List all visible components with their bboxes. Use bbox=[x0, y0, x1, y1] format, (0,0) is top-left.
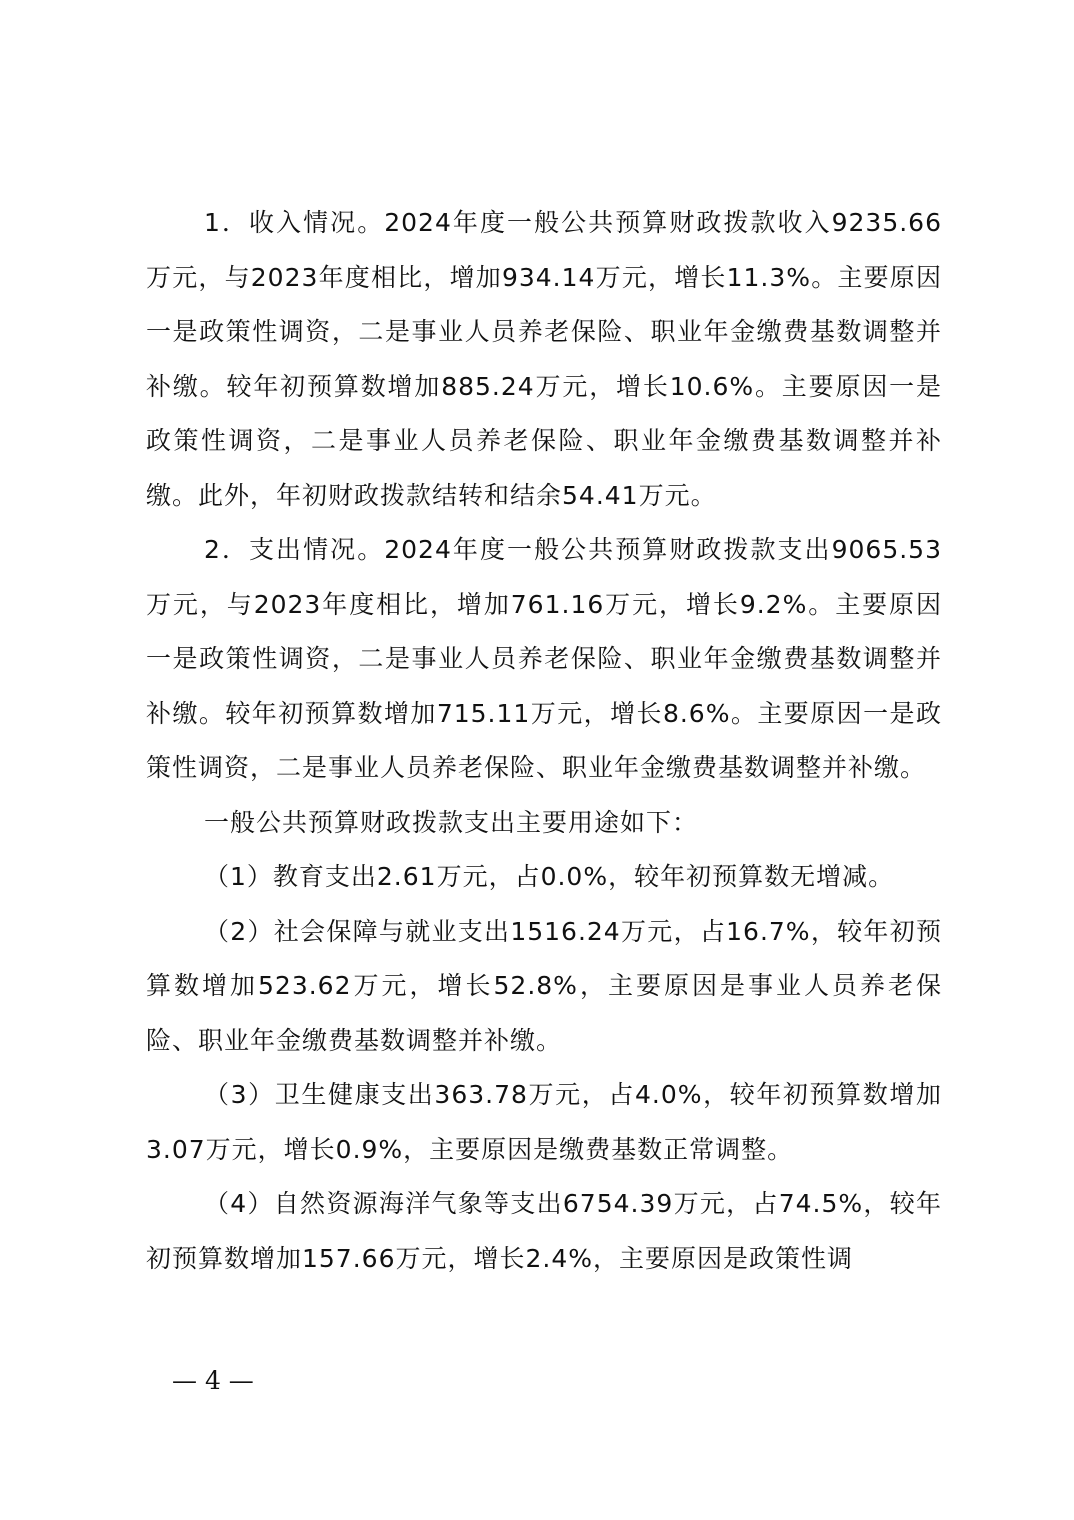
paragraph-income: 1．收入情况。2024年度一般公共预算财政拨款收入9235.66万元，与2023年度相比，增加934.14万元，增长11.3%。主要原因一是政策性调资，二是事业人员养老保险、职业年金缴费基数调整并补缴。较年初预算数增加885.24万元，增长10.6%。主要原因一是政策性调资，二是事业人员养老保险、职业年金缴费基数调整并补缴。此外，年初财政拨款结转和结余54.41万元。 bbox=[146, 208, 942, 510]
paragraph-item-social-security: （2）社会保障与就业支出1516.24万元，占16.7%，较年初预算数增加523.62万元，增长52.8%，主要原因是事业人员养老保险、职业年金缴费基数调整并补缴。 bbox=[146, 916, 942, 1055]
paragraph-usage-intro: 一般公共预算财政拨款支出主要用途如下： bbox=[204, 807, 699, 837]
paragraph-item-health: （3）卫生健康支出363.78万元，占4.0%，较年初预算数增加3.07万元，增长0.9%，主要原因是缴费基数正常调整。 bbox=[146, 1080, 942, 1164]
paragraph-expenditure: 2．支出情况。2024年度一般公共预算财政拨款支出9065.53万元，与2023年度相比，增加761.16万元，增长9.2%。主要原因一是政策性调资，二是事业人员养老保险、职业年金缴费基数调整并补缴。较年初预算数增加715.11万元，增长8.6%。主要原因一是政策性调资，二是事业人员养老保险、职业年金缴费基数调整并补缴。 bbox=[146, 535, 942, 782]
paragraph-item-natural-resources: （4）自然资源海洋气象等支出6754.39万元，占74.5%，较年初预算数增加157.66万元，增长2.4%，主要原因是政策性调 bbox=[146, 1189, 942, 1273]
page-number: — 4 — bbox=[172, 1366, 254, 1395]
paragraph-item-education: （1）教育支出2.61万元，占0.0%，较年初预算数无增减。 bbox=[204, 862, 895, 891]
body-text bbox=[146, 196, 942, 1286]
